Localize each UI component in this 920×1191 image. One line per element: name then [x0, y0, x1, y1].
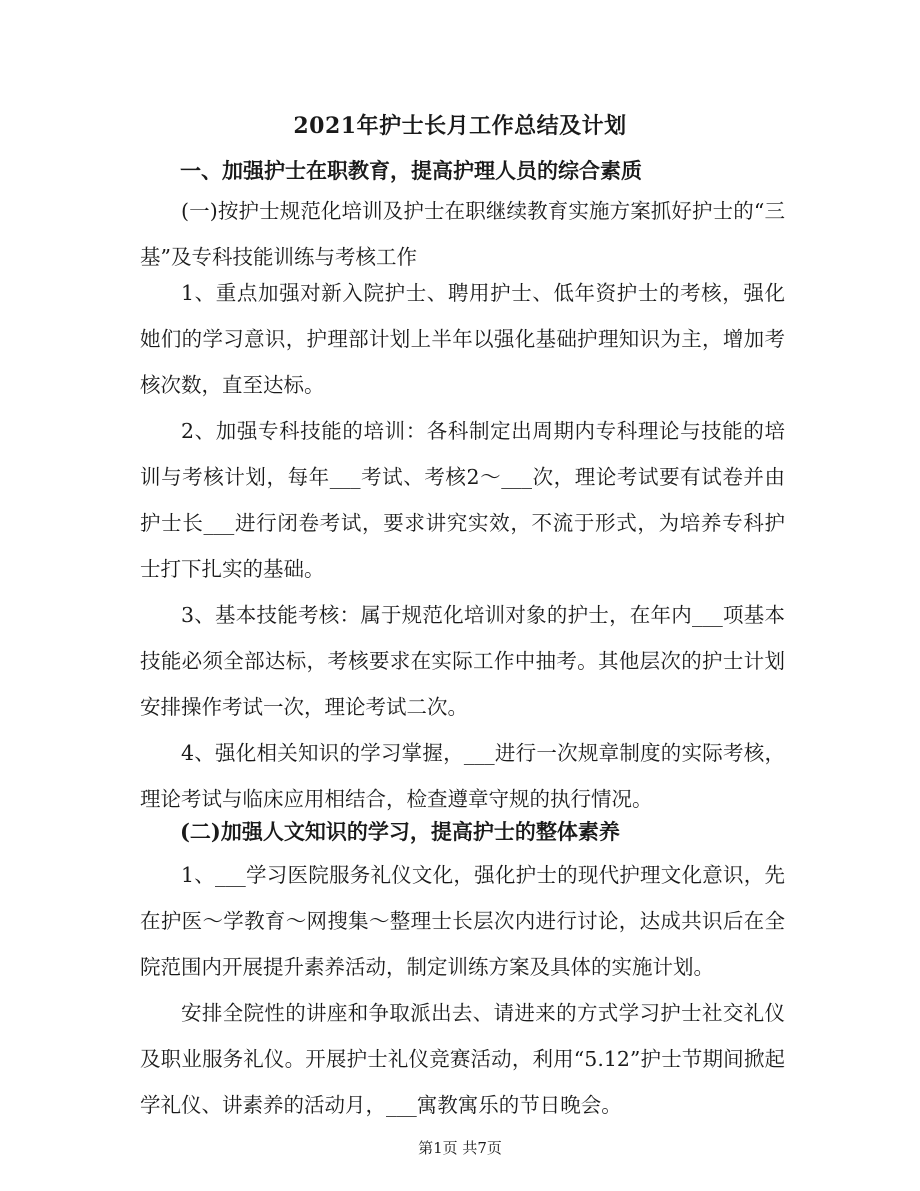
paragraph-item-1: 1、重点加强对新入院护士、聘用护士、低年资护士的考核，强化她们的学习意识，护理部计划上半年以强化基础护理知识为主，增加考核次数，直至达标。	[140, 281, 785, 397]
paragraph-item-3: 3、基本技能考核：属于规范化培训对象的护士，在年内___项基本技能必须全部达标，考核要求在实际工作中抽考。其他层次的护士计划安排操作考试一次，理论考试二次。	[140, 603, 785, 719]
paragraph-item-4: 4、强化相关知识的学习掌握，___进行一次规章制度的实际考核，理论考试与临床应用相结合，检查遵章守规的执行情况。	[140, 741, 785, 811]
paragraph-item-2: 2、加强专科技能的培训：各科制定出周期内专科理论与技能的培训与考核计划，每年___考试、考核2～___次，理论考试要有试卷并由护士长___进行闭卷考试，要求讲究实效，不流于形式，为培养专科护士打下扎实的基础。	[140, 419, 785, 581]
section-heading-1: 一、加强护士在职教育，提高护理人员的综合素质	[180, 158, 642, 183]
document-title: 2021年护士长月工作总结及计划	[293, 113, 627, 139]
page-indicator: 第1页 共7页	[418, 1139, 502, 1157]
paragraph-item-6: 安排全院性的讲座和争取派出去、请进来的方式学习护士社交礼仪及职业服务礼仪。开展护士礼仪竞赛活动，利用“5.12”护士节期间掀起学礼仪、讲素养的活动月，___寓教寓乐的节日晚会。	[140, 1001, 785, 1117]
subsection-heading-2: (二)加强人文知识的学习，提高护士的整体素养	[180, 819, 620, 844]
paragraph-item-5: 1、___学习医院服务礼仪文化，强化护士的现代护理文化意识，先在护医～学教育～网搜集～整理士长层次内进行讨论，达成共识后在全院范围内开展提升素养活动，制定训练方案及具体的实施计划。	[140, 863, 785, 979]
subsection-heading-1: (一)按护士规范化培训及护士在职继续教育实施方案抓好护士的“三基”及专科技能训练与考核工作	[140, 199, 785, 269]
